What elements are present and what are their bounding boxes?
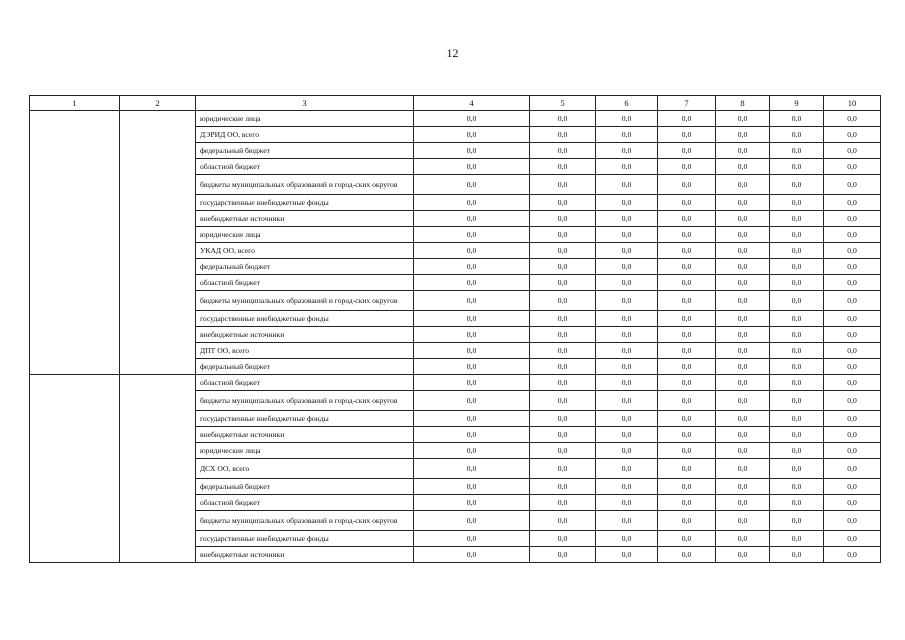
row-label: областной бюджет <box>196 275 414 291</box>
row-label: федеральный бюджет <box>196 143 414 159</box>
header-cell: 7 <box>658 96 716 111</box>
value-cell: 0,0 <box>716 479 770 495</box>
value-cell: 0,0 <box>530 495 596 511</box>
row-label: федеральный бюджет <box>196 359 414 375</box>
value-cell: 0,0 <box>414 375 530 391</box>
value-cell: 0,0 <box>530 531 596 547</box>
value-cell: 0,0 <box>824 359 881 375</box>
value-cell: 0,0 <box>824 243 881 259</box>
value-cell: 0,0 <box>414 143 530 159</box>
value-cell: 0,0 <box>414 195 530 211</box>
row-label: бюджеты муниципальных образований и город-ских округов <box>196 291 414 311</box>
value-cell: 0,0 <box>770 359 824 375</box>
value-cell: 0,0 <box>658 143 716 159</box>
value-cell: 0,0 <box>414 159 530 175</box>
value-cell: 0,0 <box>824 443 881 459</box>
value-cell: 0,0 <box>530 411 596 427</box>
value-cell: 0,0 <box>596 127 658 143</box>
value-cell: 0,0 <box>414 211 530 227</box>
value-cell: 0,0 <box>770 375 824 391</box>
value-cell: 0,0 <box>824 127 881 143</box>
value-cell: 0,0 <box>770 143 824 159</box>
value-cell: 0,0 <box>658 195 716 211</box>
value-cell: 0,0 <box>658 111 716 127</box>
value-cell: 0,0 <box>824 343 881 359</box>
value-cell: 0,0 <box>824 375 881 391</box>
column-1-merged-cell <box>30 375 120 563</box>
value-cell: 0,0 <box>770 443 824 459</box>
row-label: бюджеты муниципальных образований и город-ских округов <box>196 175 414 195</box>
value-cell: 0,0 <box>658 459 716 479</box>
value-cell: 0,0 <box>716 531 770 547</box>
value-cell: 0,0 <box>596 259 658 275</box>
value-cell: 0,0 <box>596 175 658 195</box>
value-cell: 0,0 <box>530 111 596 127</box>
budget-table <box>29 95 881 563</box>
value-cell: 0,0 <box>824 275 881 291</box>
row-label: внебюджетные источники <box>196 327 414 343</box>
value-cell: 0,0 <box>716 359 770 375</box>
value-cell: 0,0 <box>530 195 596 211</box>
value-cell: 0,0 <box>414 495 530 511</box>
value-cell: 0,0 <box>530 243 596 259</box>
value-cell: 0,0 <box>414 259 530 275</box>
row-label: федеральный бюджет <box>196 259 414 275</box>
value-cell: 0,0 <box>824 547 881 563</box>
value-cell: 0,0 <box>530 327 596 343</box>
value-cell: 0,0 <box>596 291 658 311</box>
value-cell: 0,0 <box>824 111 881 127</box>
value-cell: 0,0 <box>658 127 716 143</box>
value-cell: 0,0 <box>414 227 530 243</box>
value-cell: 0,0 <box>414 291 530 311</box>
row-label: областной бюджет <box>196 495 414 511</box>
row-label: федеральный бюджет <box>196 479 414 495</box>
value-cell: 0,0 <box>770 511 824 531</box>
value-cell: 0,0 <box>596 547 658 563</box>
value-cell: 0,0 <box>770 495 824 511</box>
value-cell: 0,0 <box>770 195 824 211</box>
value-cell: 0,0 <box>596 195 658 211</box>
value-cell: 0,0 <box>770 459 824 479</box>
value-cell: 0,0 <box>716 195 770 211</box>
value-cell: 0,0 <box>658 547 716 563</box>
value-cell: 0,0 <box>716 327 770 343</box>
row-label: юридические лица <box>196 227 414 243</box>
value-cell: 0,0 <box>414 359 530 375</box>
row-label: бюджеты муниципальных образований и город-ских округов <box>196 391 414 411</box>
value-cell: 0,0 <box>596 311 658 327</box>
value-cell: 0,0 <box>770 211 824 227</box>
value-cell: 0,0 <box>596 159 658 175</box>
value-cell: 0,0 <box>824 459 881 479</box>
value-cell: 0,0 <box>596 327 658 343</box>
value-cell: 0,0 <box>530 311 596 327</box>
value-cell: 0,0 <box>414 479 530 495</box>
value-cell: 0,0 <box>716 443 770 459</box>
value-cell: 0,0 <box>824 511 881 531</box>
value-cell: 0,0 <box>770 227 824 243</box>
value-cell: 0,0 <box>770 391 824 411</box>
value-cell: 0,0 <box>770 311 824 327</box>
value-cell: 0,0 <box>716 211 770 227</box>
value-cell: 0,0 <box>414 311 530 327</box>
value-cell: 0,0 <box>716 143 770 159</box>
value-cell: 0,0 <box>658 411 716 427</box>
value-cell: 0,0 <box>596 243 658 259</box>
value-cell: 0,0 <box>658 311 716 327</box>
value-cell: 0,0 <box>824 311 881 327</box>
value-cell: 0,0 <box>530 359 596 375</box>
value-cell: 0,0 <box>596 275 658 291</box>
value-cell: 0,0 <box>596 375 658 391</box>
value-cell: 0,0 <box>716 459 770 479</box>
row-label: ДЭРИД ОО, всего <box>196 127 414 143</box>
value-cell: 0,0 <box>658 259 716 275</box>
value-cell: 0,0 <box>596 459 658 479</box>
value-cell: 0,0 <box>530 159 596 175</box>
value-cell: 0,0 <box>824 427 881 443</box>
value-cell: 0,0 <box>596 443 658 459</box>
row-label: областной бюджет <box>196 375 414 391</box>
value-cell: 0,0 <box>824 495 881 511</box>
value-cell: 0,0 <box>824 227 881 243</box>
value-cell: 0,0 <box>824 175 881 195</box>
value-cell: 0,0 <box>658 227 716 243</box>
value-cell: 0,0 <box>824 159 881 175</box>
value-cell: 0,0 <box>716 411 770 427</box>
value-cell: 0,0 <box>716 175 770 195</box>
header-cell: 10 <box>824 96 881 111</box>
header-cell: 3 <box>196 96 414 111</box>
value-cell: 0,0 <box>414 459 530 479</box>
value-cell: 0,0 <box>770 411 824 427</box>
row-label: ДСХ ОО, всего <box>196 459 414 479</box>
value-cell: 0,0 <box>530 291 596 311</box>
value-cell: 0,0 <box>530 275 596 291</box>
value-cell: 0,0 <box>770 479 824 495</box>
value-cell: 0,0 <box>824 327 881 343</box>
row-label: бюджеты муниципальных образований и город-ских округов <box>196 511 414 531</box>
value-cell: 0,0 <box>414 175 530 195</box>
value-cell: 0,0 <box>770 547 824 563</box>
column-2-merged-cell <box>120 111 196 375</box>
value-cell: 0,0 <box>596 359 658 375</box>
value-cell: 0,0 <box>716 291 770 311</box>
value-cell: 0,0 <box>658 243 716 259</box>
value-cell: 0,0 <box>658 511 716 531</box>
value-cell: 0,0 <box>596 211 658 227</box>
value-cell: 0,0 <box>770 291 824 311</box>
row-label: внебюджетные источники <box>196 211 414 227</box>
value-cell: 0,0 <box>658 159 716 175</box>
value-cell: 0,0 <box>596 411 658 427</box>
column-2-merged-cell <box>120 375 196 563</box>
value-cell: 0,0 <box>414 443 530 459</box>
value-cell: 0,0 <box>596 227 658 243</box>
value-cell: 0,0 <box>716 259 770 275</box>
value-cell: 0,0 <box>596 479 658 495</box>
value-cell: 0,0 <box>658 327 716 343</box>
value-cell: 0,0 <box>530 459 596 479</box>
value-cell: 0,0 <box>530 479 596 495</box>
value-cell: 0,0 <box>658 291 716 311</box>
value-cell: 0,0 <box>414 127 530 143</box>
value-cell: 0,0 <box>716 547 770 563</box>
header-cell: 6 <box>596 96 658 111</box>
value-cell: 0,0 <box>530 259 596 275</box>
value-cell: 0,0 <box>414 391 530 411</box>
value-cell: 0,0 <box>658 479 716 495</box>
value-cell: 0,0 <box>770 327 824 343</box>
value-cell: 0,0 <box>824 411 881 427</box>
value-cell: 0,0 <box>716 375 770 391</box>
row-label: юридические лица <box>196 443 414 459</box>
value-cell: 0,0 <box>530 427 596 443</box>
value-cell: 0,0 <box>658 531 716 547</box>
header-cell: 1 <box>30 96 120 111</box>
value-cell: 0,0 <box>770 159 824 175</box>
value-cell: 0,0 <box>530 227 596 243</box>
row-label: внебюджетные источники <box>196 547 414 563</box>
value-cell: 0,0 <box>824 479 881 495</box>
value-cell: 0,0 <box>530 211 596 227</box>
value-cell: 0,0 <box>414 411 530 427</box>
value-cell: 0,0 <box>716 159 770 175</box>
value-cell: 0,0 <box>596 391 658 411</box>
value-cell: 0,0 <box>530 391 596 411</box>
value-cell: 0,0 <box>716 511 770 531</box>
value-cell: 0,0 <box>770 343 824 359</box>
header-cell: 5 <box>530 96 596 111</box>
value-cell: 0,0 <box>658 427 716 443</box>
value-cell: 0,0 <box>716 275 770 291</box>
value-cell: 0,0 <box>770 275 824 291</box>
row-label: ДПТ ОО, всего <box>196 343 414 359</box>
page-number: 12 <box>446 46 459 60</box>
value-cell: 0,0 <box>658 391 716 411</box>
value-cell: 0,0 <box>596 495 658 511</box>
value-cell: 0,0 <box>716 495 770 511</box>
header-cell: 9 <box>770 96 824 111</box>
value-cell: 0,0 <box>658 495 716 511</box>
value-cell: 0,0 <box>716 227 770 243</box>
value-cell: 0,0 <box>716 427 770 443</box>
table-row <box>30 375 881 391</box>
row-label: УКАД ОО, всего <box>196 243 414 259</box>
value-cell: 0,0 <box>716 311 770 327</box>
value-cell: 0,0 <box>530 127 596 143</box>
value-cell: 0,0 <box>530 375 596 391</box>
table-body <box>30 96 881 563</box>
row-label: государственные внебюджетные фонды <box>196 195 414 211</box>
value-cell: 0,0 <box>596 427 658 443</box>
value-cell: 0,0 <box>770 531 824 547</box>
value-cell: 0,0 <box>770 427 824 443</box>
value-cell: 0,0 <box>658 443 716 459</box>
row-label: внебюджетные источники <box>196 427 414 443</box>
value-cell: 0,0 <box>596 111 658 127</box>
value-cell: 0,0 <box>824 143 881 159</box>
value-cell: 0,0 <box>716 111 770 127</box>
header-cell: 8 <box>716 96 770 111</box>
value-cell: 0,0 <box>658 375 716 391</box>
row-label: государственные внебюджетные фонды <box>196 531 414 547</box>
value-cell: 0,0 <box>596 143 658 159</box>
value-cell: 0,0 <box>770 243 824 259</box>
value-cell: 0,0 <box>716 391 770 411</box>
value-cell: 0,0 <box>716 127 770 143</box>
value-cell: 0,0 <box>824 391 881 411</box>
value-cell: 0,0 <box>658 211 716 227</box>
value-cell: 0,0 <box>770 259 824 275</box>
value-cell: 0,0 <box>824 291 881 311</box>
value-cell: 0,0 <box>658 343 716 359</box>
value-cell: 0,0 <box>658 275 716 291</box>
value-cell: 0,0 <box>414 243 530 259</box>
value-cell: 0,0 <box>770 127 824 143</box>
value-cell: 0,0 <box>596 343 658 359</box>
row-label: государственные внебюджетные фонды <box>196 311 414 327</box>
value-cell: 0,0 <box>530 343 596 359</box>
value-cell: 0,0 <box>414 531 530 547</box>
value-cell: 0,0 <box>530 443 596 459</box>
row-label: юридические лица <box>196 111 414 127</box>
value-cell: 0,0 <box>414 427 530 443</box>
header-cell: 4 <box>414 96 530 111</box>
value-cell: 0,0 <box>414 275 530 291</box>
value-cell: 0,0 <box>658 359 716 375</box>
header-row <box>30 96 881 111</box>
header-cell: 2 <box>120 96 196 111</box>
table-row <box>30 111 881 127</box>
value-cell: 0,0 <box>596 531 658 547</box>
value-cell: 0,0 <box>716 343 770 359</box>
row-label: государственные внебюджетные фонды <box>196 411 414 427</box>
value-cell: 0,0 <box>824 195 881 211</box>
value-cell: 0,0 <box>414 343 530 359</box>
column-1-merged-cell <box>30 111 120 375</box>
value-cell: 0,0 <box>824 531 881 547</box>
value-cell: 0,0 <box>414 547 530 563</box>
value-cell: 0,0 <box>530 143 596 159</box>
value-cell: 0,0 <box>770 175 824 195</box>
value-cell: 0,0 <box>716 243 770 259</box>
row-label: областной бюджет <box>196 159 414 175</box>
value-cell: 0,0 <box>770 111 824 127</box>
value-cell: 0,0 <box>530 511 596 531</box>
value-cell: 0,0 <box>596 511 658 531</box>
value-cell: 0,0 <box>658 175 716 195</box>
value-cell: 0,0 <box>414 111 530 127</box>
value-cell: 0,0 <box>414 511 530 531</box>
value-cell: 0,0 <box>530 175 596 195</box>
value-cell: 0,0 <box>414 327 530 343</box>
value-cell: 0,0 <box>824 259 881 275</box>
value-cell: 0,0 <box>824 211 881 227</box>
value-cell: 0,0 <box>530 547 596 563</box>
